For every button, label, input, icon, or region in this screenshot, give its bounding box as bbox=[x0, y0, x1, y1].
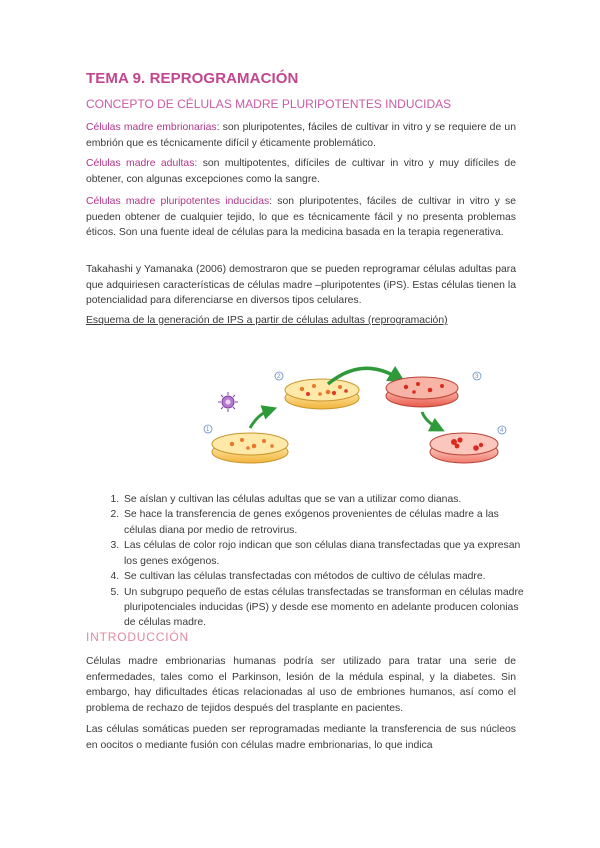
list-item: 3. Las células de color rojo indican que son células diana transfectadas que ya expresan los genes exógenos. bbox=[122, 538, 524, 569]
section-heading-concepto: CONCEPTO DE CÉLULAS MADRE PLURIPOTENTES INDUCIDAS bbox=[86, 97, 452, 111]
petri-dish-2 bbox=[285, 379, 359, 409]
petri-dish-4 bbox=[430, 433, 498, 463]
steps-list bbox=[100, 492, 524, 631]
term-adultas: Células madre adultas: bbox=[86, 158, 198, 169]
definition-embrionarias bbox=[86, 120, 516, 151]
definition-adultas bbox=[86, 156, 516, 187]
list-item: 5. Un subgrupo pequeño de estas células transfectadas se transforman en células madre pluripotenciales inducidas (iPS) y desde ese momento en adelante producen colonias de células madre. bbox=[122, 585, 524, 631]
retrovirus-icon bbox=[218, 392, 238, 412]
definition-text: son multipotentes, difíciles de cultivar in vitro y muy difíciles de obtener, con algunas excepciones como la sangre. bbox=[86, 158, 516, 185]
list-item: 4. Se cultivan las células transfectadas con métodos de cultivo de células madre. bbox=[122, 569, 524, 584]
petri-dish-1 bbox=[212, 433, 288, 463]
intro-paragraph-1: Células madre embrionarias humanas podría ser utilizado para tratar una serie de enfermedades, tales como el Parkinson, lesión de la médula espinal, y la diabetes. Sin embargo, hay dificultades éticas relacionadas al uso de embriones humanos, así como el problema de rechazo de tejidos después del trasplante en pacientes. bbox=[86, 656, 516, 714]
list-item: 1. Se aíslan y cultivan las células adultas que se van a utilizar como dianas. bbox=[122, 492, 524, 507]
arrow-1-to-2 bbox=[250, 410, 270, 428]
paragraph-takahashi: Takahashi y Yamanaka (2006) demostraron que se pueden reprogramar células adultas para que adquiriesen características de células madre –pluripotentes (iPS). Estas células tienen la potencialidad para diferenciarse en diversos tipos celulares. bbox=[86, 264, 516, 307]
figure-caption: Esquema de la generación de IPS a partir de células adultas (reprogramación) bbox=[86, 315, 448, 326]
reprogramming-diagram bbox=[202, 356, 512, 476]
list-item: 2. Se hace la transferencia de genes exógenos provenientes de células madre a las células diana por medio de retrovirus. bbox=[122, 507, 524, 538]
step-number-3: 3 bbox=[475, 374, 479, 380]
term-embrionarias: Células madre embrionarias bbox=[86, 122, 217, 133]
intro-paragraph-2: Las células somáticas pueden ser reprogramadas mediante la transferencia de sus núcleos en oocitos o mediante fusión con células madre embrionarias, lo que indica bbox=[86, 724, 516, 751]
definition-inducidas bbox=[86, 194, 516, 241]
step-number-4: 4 bbox=[500, 428, 504, 434]
step-number-2: 2 bbox=[277, 374, 281, 380]
term-inducidas: Células madre pluripotentes inducidas bbox=[86, 196, 270, 207]
section-heading-introduccion: INTRODUCCIÓN bbox=[86, 630, 189, 644]
arrow-3-to-4 bbox=[422, 412, 438, 428]
page-title: TEMA 9. REPROGRAMACIÓN bbox=[86, 70, 299, 87]
definition-text: : son pluripotentes, fáciles de cultivar in vitro y se requiere de un embrión que es técnicamente difícil y éticamente problemático. bbox=[86, 122, 516, 149]
petri-dish-3 bbox=[386, 377, 458, 407]
definition-text: : son pluripotentes, fáciles de cultivar in vitro y se pueden obtener de cualquier tejido, lo que es técnicamente fácil y no presenta problemas éticos. Son una fuente ideal de células para la medicina basada en la terapia regenerativa. bbox=[86, 196, 516, 239]
step-number-1: 1 bbox=[206, 427, 210, 433]
